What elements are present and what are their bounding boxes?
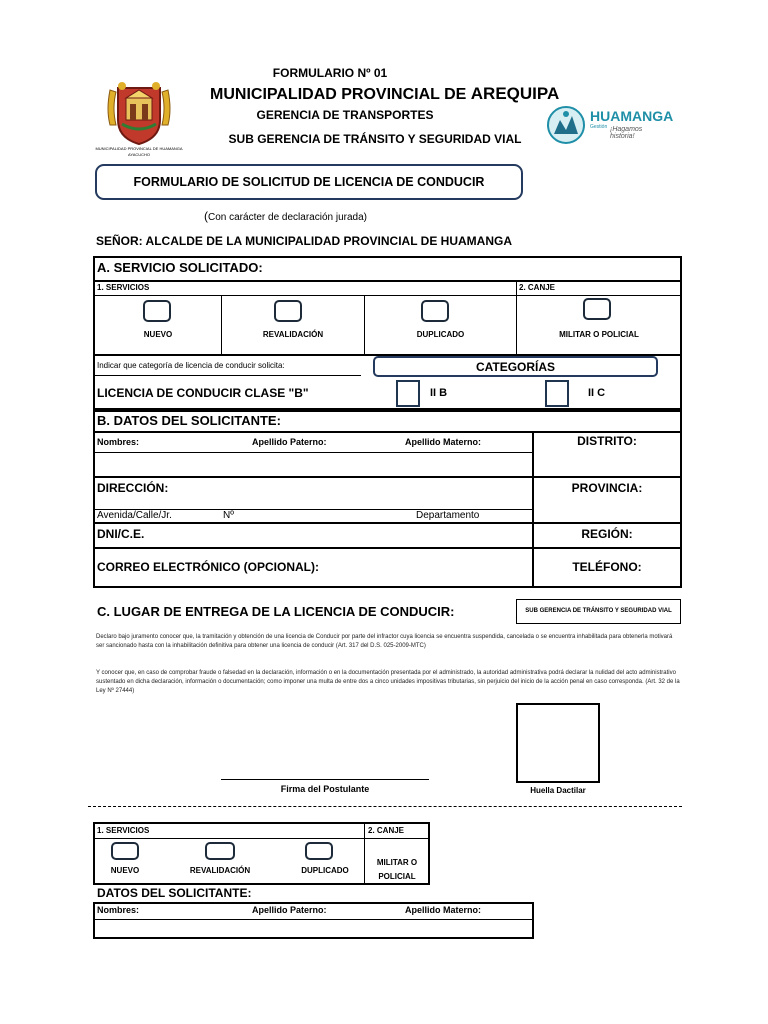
service-duplicado-label: DUPLICADO xyxy=(416,330,465,339)
service-revalidacion-checkbox[interactable] xyxy=(274,300,302,322)
category-prompt: Indicar que categoría de licencia de conducir solicita: xyxy=(97,361,285,370)
stub-title: DATOS DEL SOLICITANTE: xyxy=(97,886,252,900)
province-label: PROVINCIA: xyxy=(571,481,643,495)
stub-exchange-label: 2. CANJE xyxy=(368,826,405,835)
section-a-title: A. SERVICIO SOLICITADO: xyxy=(97,260,263,275)
municipality-title xyxy=(210,84,560,104)
logo-slogan: ¡Hagamos historia! xyxy=(610,126,643,140)
address-input[interactable] xyxy=(95,497,531,509)
license-class: LICENCIA DE CONDUCIR CLASE "B" xyxy=(97,386,309,400)
stub-services-label: 1. SERVICIOS xyxy=(97,826,150,835)
huamanga-emblem-icon xyxy=(546,104,586,146)
categories-title: CATEGORÍAS xyxy=(475,360,556,374)
fingerprint-box[interactable] xyxy=(516,703,600,783)
stub-nuevo-label: NUEVO xyxy=(110,866,140,875)
sworn-note xyxy=(204,209,367,223)
municipality-city: AREQUIPA xyxy=(470,84,560,103)
email-input[interactable] xyxy=(330,556,530,582)
coat-of-arms-icon xyxy=(96,80,182,150)
category-iib-label: II B xyxy=(430,387,448,399)
dni-input[interactable] xyxy=(160,525,530,545)
maternal-label: Apellido Materno: xyxy=(405,437,481,447)
declaration-paragraph-1: Declaro bajo juramento conocer que, la tramitación y obtención de una licencia de Conducir por parte del infractor cuya licencia se encuentra suspendida, cancelada o se encuentra inhabilitada para obtenerla motivará ser sancionado hasta con la inhabilitación definitiva para obtener una licencia de conducir (Art. 317 del D.S. 025-2009-MTC) xyxy=(96,634,673,649)
street-label: Avenida/Calle/Jr. xyxy=(97,510,172,521)
stub-duplicado-checkbox[interactable] xyxy=(305,842,333,860)
names-label: Nombres: xyxy=(97,437,140,447)
service-revalidacion-label: REVALIDACIÓN xyxy=(262,330,324,339)
region-label: REGIÓN: xyxy=(581,527,633,541)
cut-line xyxy=(88,806,682,807)
stub-militar-label: MILITAR O POLICIAL xyxy=(376,858,418,881)
exchange-label: 2. CANJE xyxy=(519,283,556,292)
declaration-paragraph-2: Y conocer que, en caso de comprobar fraude o falsedad en la declaración, información o en la documentación presentada por el administrado, la autoridad administrativa podrá declarar la nulidad del acto administrativo sustentado en dicha declaración, información o documentación; como imponer una multa de entre dos a cinco unidades impositivas tributarias, sin perjuicio del inicio de la acción penal en caso corresponda. (Art. 32 de la Ley Nº 27444) xyxy=(96,670,680,694)
delivery-place: SUB GERENCIA DE TRÁNSITO Y SEGURIDAD VIAL xyxy=(525,608,672,614)
fingerprint-label: Huella Dactilar xyxy=(530,786,586,795)
district-label: DISTRITO: xyxy=(577,434,637,448)
delivery-place-box xyxy=(516,599,681,624)
logo-sub: Gestión xyxy=(590,124,608,130)
sworn-note-paren: ( xyxy=(204,209,208,223)
number-label: Nº xyxy=(223,510,234,521)
stub-duplicado-label: DUPLICADO xyxy=(301,866,349,875)
apartment-label: Departamento xyxy=(416,510,480,521)
service-duplicado-checkbox[interactable] xyxy=(421,300,449,322)
paternal-label: Apellido Paterno: xyxy=(252,437,327,447)
service-nuevo-label: NUEVO xyxy=(143,330,173,339)
category-iic-checkbox[interactable] xyxy=(545,380,569,407)
municipality-prefix: MUNICIPALIDAD PROVINCIAL DE xyxy=(210,86,467,103)
crest-sub: AYACUCHO xyxy=(127,152,151,157)
services-label: 1. SERVICIOS xyxy=(97,283,150,292)
signature-label: Firma del Postulante xyxy=(280,784,370,794)
signature-line[interactable] xyxy=(221,779,429,780)
phone-label: TELÉFONO: xyxy=(572,560,642,574)
sworn-note-text: Con carácter de declaración jurada) xyxy=(208,212,367,223)
addressee: SEÑOR: ALCALDE DE LA MUNICIPALIDAD PROVINCIAL DE HUAMANGA xyxy=(96,234,512,248)
logo-name: HUAMANGA xyxy=(590,108,674,124)
stub-revalidacion-label: REVALIDACIÓN xyxy=(189,866,251,875)
category-iib-checkbox[interactable] xyxy=(396,380,420,407)
crest-caption: MUNICIPALIDAD PROVINCIAL DE HUAMANGA xyxy=(95,146,183,151)
service-militar-label: MILITAR O POLICIAL xyxy=(559,330,639,339)
department-title: GERENCIA DE TRANSPORTES xyxy=(256,108,434,122)
service-militar-checkbox[interactable] xyxy=(583,298,611,320)
section-b-title: B. DATOS DEL SOLICITANTE: xyxy=(97,413,281,428)
section-c-title: C. LUGAR DE ENTREGA DE LA LICENCIA DE CONDUCIR: xyxy=(97,604,455,619)
category-iic-label: II C xyxy=(588,387,606,399)
address-label: DIRECCIÓN: xyxy=(97,481,169,495)
district-input[interactable] xyxy=(535,452,680,476)
form-title: FORMULARIO DE SOLICITUD DE LICENCIA DE CONDUCIR xyxy=(133,175,485,189)
crest-logo xyxy=(96,80,182,160)
names-input[interactable] xyxy=(95,454,531,474)
dni-label: DNI/C.E. xyxy=(97,527,145,541)
form-number: FORMULARIO Nº 01 xyxy=(272,66,388,80)
stub-maternal-label: Apellido Materno: xyxy=(405,905,481,915)
stub-paternal-label: Apellido Paterno: xyxy=(252,905,327,915)
huamanga-logo xyxy=(546,102,674,148)
stub-names-label: Nombres: xyxy=(97,905,140,915)
email-label: CORREO ELECTRÓNICO (OPCIONAL): xyxy=(97,560,319,574)
stub-nuevo-checkbox[interactable] xyxy=(111,842,139,860)
sub-department-title: SUB GERENCIA DE TRÁNSITO Y SEGURIDAD VIAL xyxy=(228,132,522,146)
categories-header-box xyxy=(373,356,658,377)
service-nuevo-checkbox[interactable] xyxy=(143,300,171,322)
form-title-box xyxy=(95,164,523,200)
province-input[interactable] xyxy=(535,497,680,521)
stub-names-input[interactable] xyxy=(95,920,532,937)
stub-revalidacion-checkbox[interactable] xyxy=(205,842,235,860)
